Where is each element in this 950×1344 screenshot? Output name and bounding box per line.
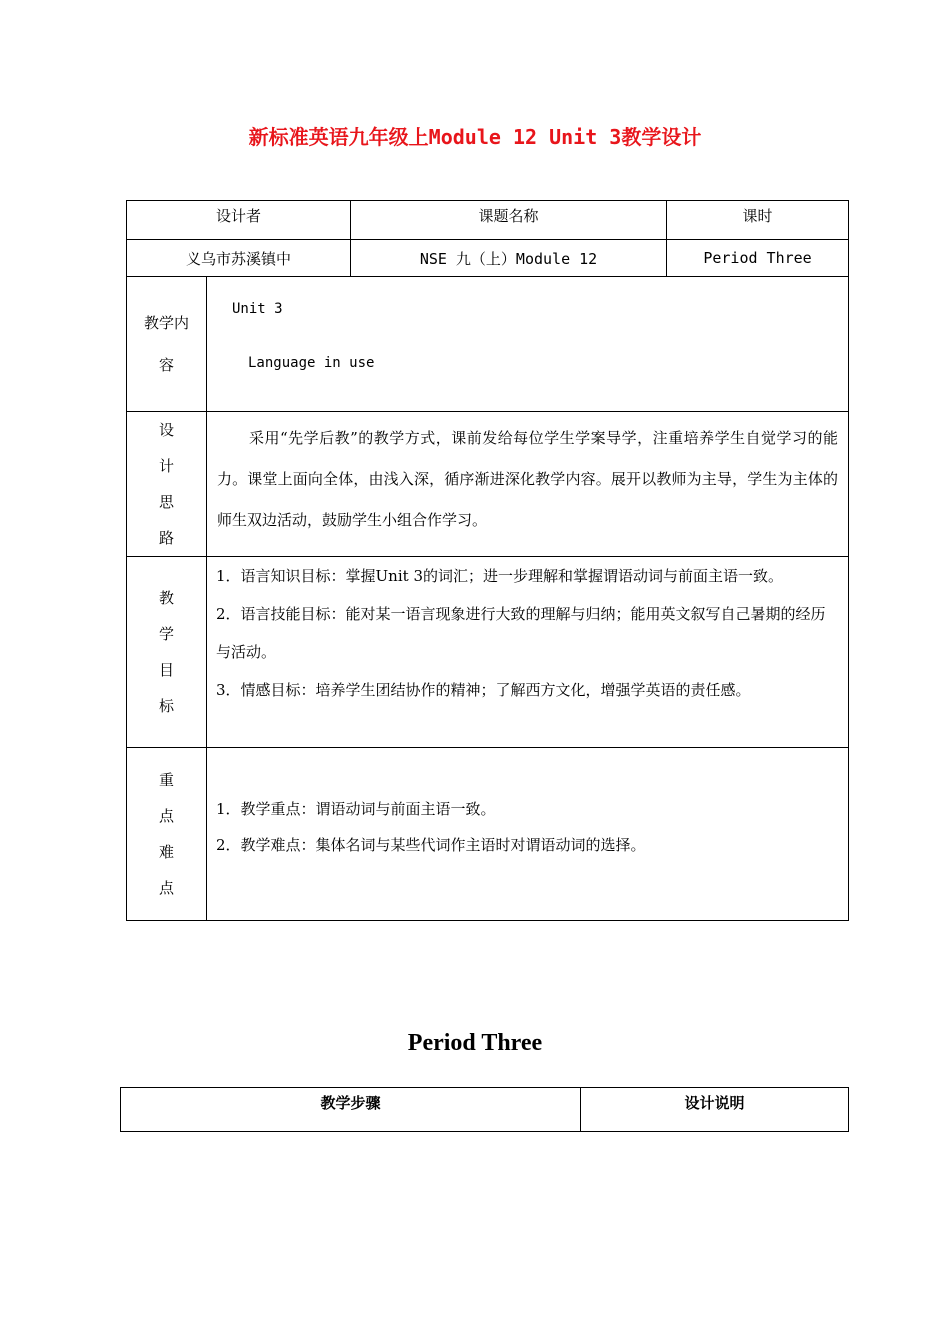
design-row xyxy=(127,412,849,557)
objective-item-3: 3．情感目标：培养学生团结协作的精神；了解西方文化，增强学英语的责任感。 xyxy=(216,681,751,699)
objectives-label-1: 教 xyxy=(158,589,174,607)
value-topic: NSE 九（上）Module 12 xyxy=(351,240,667,277)
lesson-info-table xyxy=(126,200,849,921)
header-designer: 设计者 xyxy=(127,201,351,240)
objective-item-2: 2．语言技能目标：能对某一语言现象进行大致的理解与归纳；能用英文叙写自己暑期的经历与活动。 xyxy=(216,605,826,661)
key-points-label-1: 重 xyxy=(158,771,174,789)
content-cell xyxy=(207,277,849,412)
key-points-label-3: 难 xyxy=(158,843,174,861)
design-label-2: 计 xyxy=(158,457,174,475)
design-text: 采用“先学后教”的教学方式，课前发给每位学生学案导学，注重培养学生自觉学习的能力。课堂上面向全体，由浅入深，循序渐进深化教学内容。展开以教师为主导，学生为主体的师生双边活动，鼓励学生小组合作学习。 xyxy=(217,429,839,529)
objective-item-1: 1．语言知识目标：掌握Unit 3的词汇；进一步理解和掌握谓语动词与前面主语一致。 xyxy=(216,567,783,585)
objectives-label-2: 学 xyxy=(158,625,174,643)
objectives-label xyxy=(127,557,207,748)
key-points-cell xyxy=(207,748,849,921)
steps-header-notes: 设计说明 xyxy=(581,1088,849,1132)
design-label-4: 路 xyxy=(158,529,174,547)
header-period: 课时 xyxy=(667,201,849,240)
content-label-line2: 容 xyxy=(158,356,174,374)
key-point-item-2: 2．教学难点：集体名词与某些代词作主语时对谓语动词的选择。 xyxy=(216,836,646,854)
key-points-label-2: 点 xyxy=(158,807,174,825)
content-label xyxy=(127,277,207,412)
info-header-row xyxy=(127,201,849,240)
key-points-row xyxy=(127,748,849,921)
objectives-cell xyxy=(207,557,849,748)
content-row xyxy=(127,277,849,412)
value-designer: 义乌市苏溪镇中 xyxy=(127,240,351,277)
header-topic: 课题名称 xyxy=(351,201,667,240)
key-points-label xyxy=(127,748,207,921)
design-label xyxy=(127,412,207,557)
objectives-row xyxy=(127,557,849,748)
steps-table xyxy=(120,1087,849,1132)
objectives-label-3: 目 xyxy=(158,661,174,679)
design-cell xyxy=(207,412,849,557)
steps-header-steps: 教学步骤 xyxy=(121,1088,581,1132)
key-point-item-1: 1．教学重点：谓语动词与前面主语一致。 xyxy=(216,800,496,818)
content-unit: Unit 3 xyxy=(232,301,283,317)
content-topic: Language in use xyxy=(248,355,375,371)
design-label-1: 设 xyxy=(158,421,174,439)
document-title: 新标准英语九年级上Module 12 Unit 3教学设计 xyxy=(248,125,702,149)
objectives-label-4: 标 xyxy=(158,697,174,715)
content-label-line1: 教学内 xyxy=(143,314,189,332)
period-heading: Period Three xyxy=(407,1030,543,1056)
steps-header-row xyxy=(121,1088,849,1132)
design-label-3: 思 xyxy=(158,493,174,511)
key-points-label-4: 点 xyxy=(158,879,174,897)
info-value-row xyxy=(127,240,849,277)
value-period: Period Three xyxy=(667,240,849,277)
